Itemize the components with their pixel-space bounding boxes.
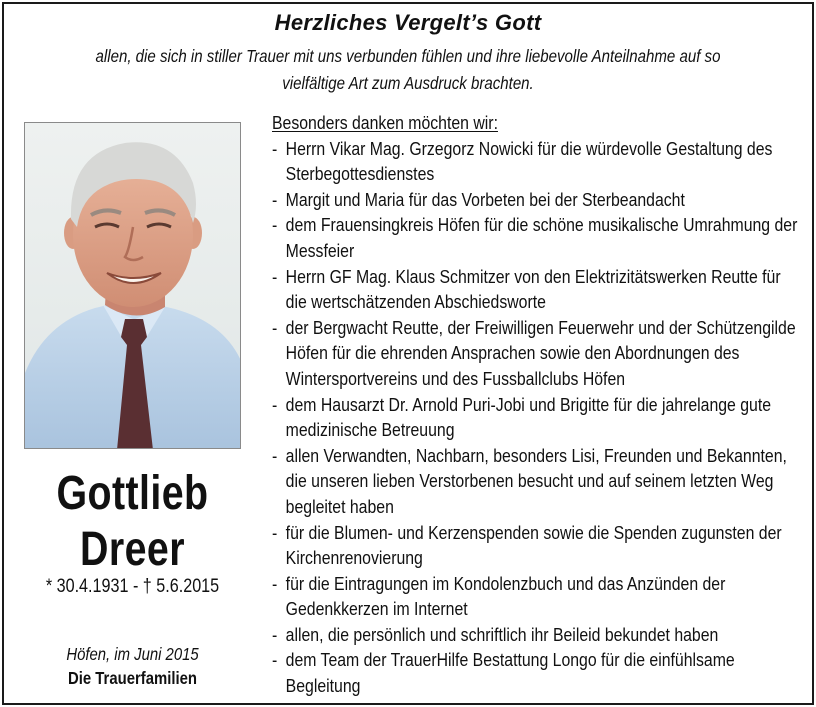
list-dash: - (272, 521, 278, 543)
thanks-intro: Besonders danken möchten wir: (272, 112, 498, 133)
list-item (272, 264, 802, 315)
list-item (272, 571, 802, 622)
list-item-text: dem Hausarzt Dr. Arnold Puri-Jobi und Brigitte für die jahrelange gute medizinische Betreuung (285, 393, 772, 441)
life-dates: * 30.4.1931 - † 5.6.2015 (45, 576, 220, 597)
list-item (272, 315, 802, 392)
list-dash: - (272, 444, 278, 466)
list-item-text: für die Eintragungen im Kondolenzbuch und das Anzünden der Gedenkkerzen im Internet (285, 572, 726, 620)
list-item-text: Herrn Vikar Mag. Grzegorz Nowicki für die würdevolle Gestaltung des Sterbegottesdienstes (285, 137, 773, 185)
list-item (272, 392, 802, 443)
notice-frame (2, 2, 814, 705)
list-dash: - (272, 649, 278, 671)
list-item-text: allen Verwandten, Nachbarn, besonders Lisi, Freunden und Bekannten, die unseren lieben Verstorbenen besucht und auf seinem letzten Weg begleitet haben (285, 444, 787, 517)
thanks-list (272, 136, 802, 699)
list-dash: - (272, 572, 278, 594)
list-dash: - (272, 265, 278, 287)
list-item (272, 212, 802, 263)
list-item (272, 187, 802, 213)
list-dash: - (272, 623, 278, 645)
list-item (272, 520, 802, 571)
list-dash: - (272, 214, 278, 236)
list-item-text: allen, die persönlich und schriftlich ihr Beileid bekundet haben (285, 623, 719, 645)
list-item-text: dem Frauensingkreis Höfen für die schöne musikalische Umrahmung der Messfeier (285, 214, 798, 261)
thanks-section (272, 110, 802, 699)
list-item-text: Margit und Maria für das Vorbeten bei der Sterbeandacht (285, 188, 685, 210)
signature: Die Trauerfamilien (68, 668, 197, 688)
deceased-first-name: Gottlieb (56, 467, 209, 520)
place-date: Höfen, im Juni 2015 (66, 644, 199, 664)
list-dash: - (272, 316, 278, 338)
list-item (272, 622, 802, 648)
list-item (272, 647, 802, 698)
portrait-photo (24, 122, 241, 449)
list-item-text: der Bergwacht Reutte, der Freiwilligen Feuerwehr und der Schützengilde Höfen für die ehrenden Ansprachen sowie den Abordnungen des Wintersportvereins und des Fussballclubs Höfen (285, 316, 796, 389)
deceased-last-name: Dreer (80, 523, 185, 576)
list-item-text: für die Blumen- und Kerzenspenden sowie die Spenden zugunsten der Kirchenrenovierung (285, 521, 782, 569)
list-item-text: dem Team der TrauerHilfe Bestattung Longo für die einfühlsame Begleitung (285, 649, 735, 697)
list-item-text: Herrn GF Mag. Klaus Schmitzer von den Elektrizitätswerken Reutte für die wertschätzenden Abschiedsworte (285, 265, 781, 313)
list-dash: - (272, 137, 278, 159)
list-dash: - (272, 393, 278, 415)
list-item (272, 443, 802, 520)
list-item (272, 136, 802, 187)
notice-title: Herzliches Vergelt’s Gott (274, 10, 542, 35)
list-dash: - (272, 188, 278, 210)
notice-subtitle: allen, die sich in stiller Trauer mit uns verbunden fühlen und ihre liebevolle Anteilnahme auf so vielfältige Art zum Ausdruck brachten. (95, 46, 721, 93)
